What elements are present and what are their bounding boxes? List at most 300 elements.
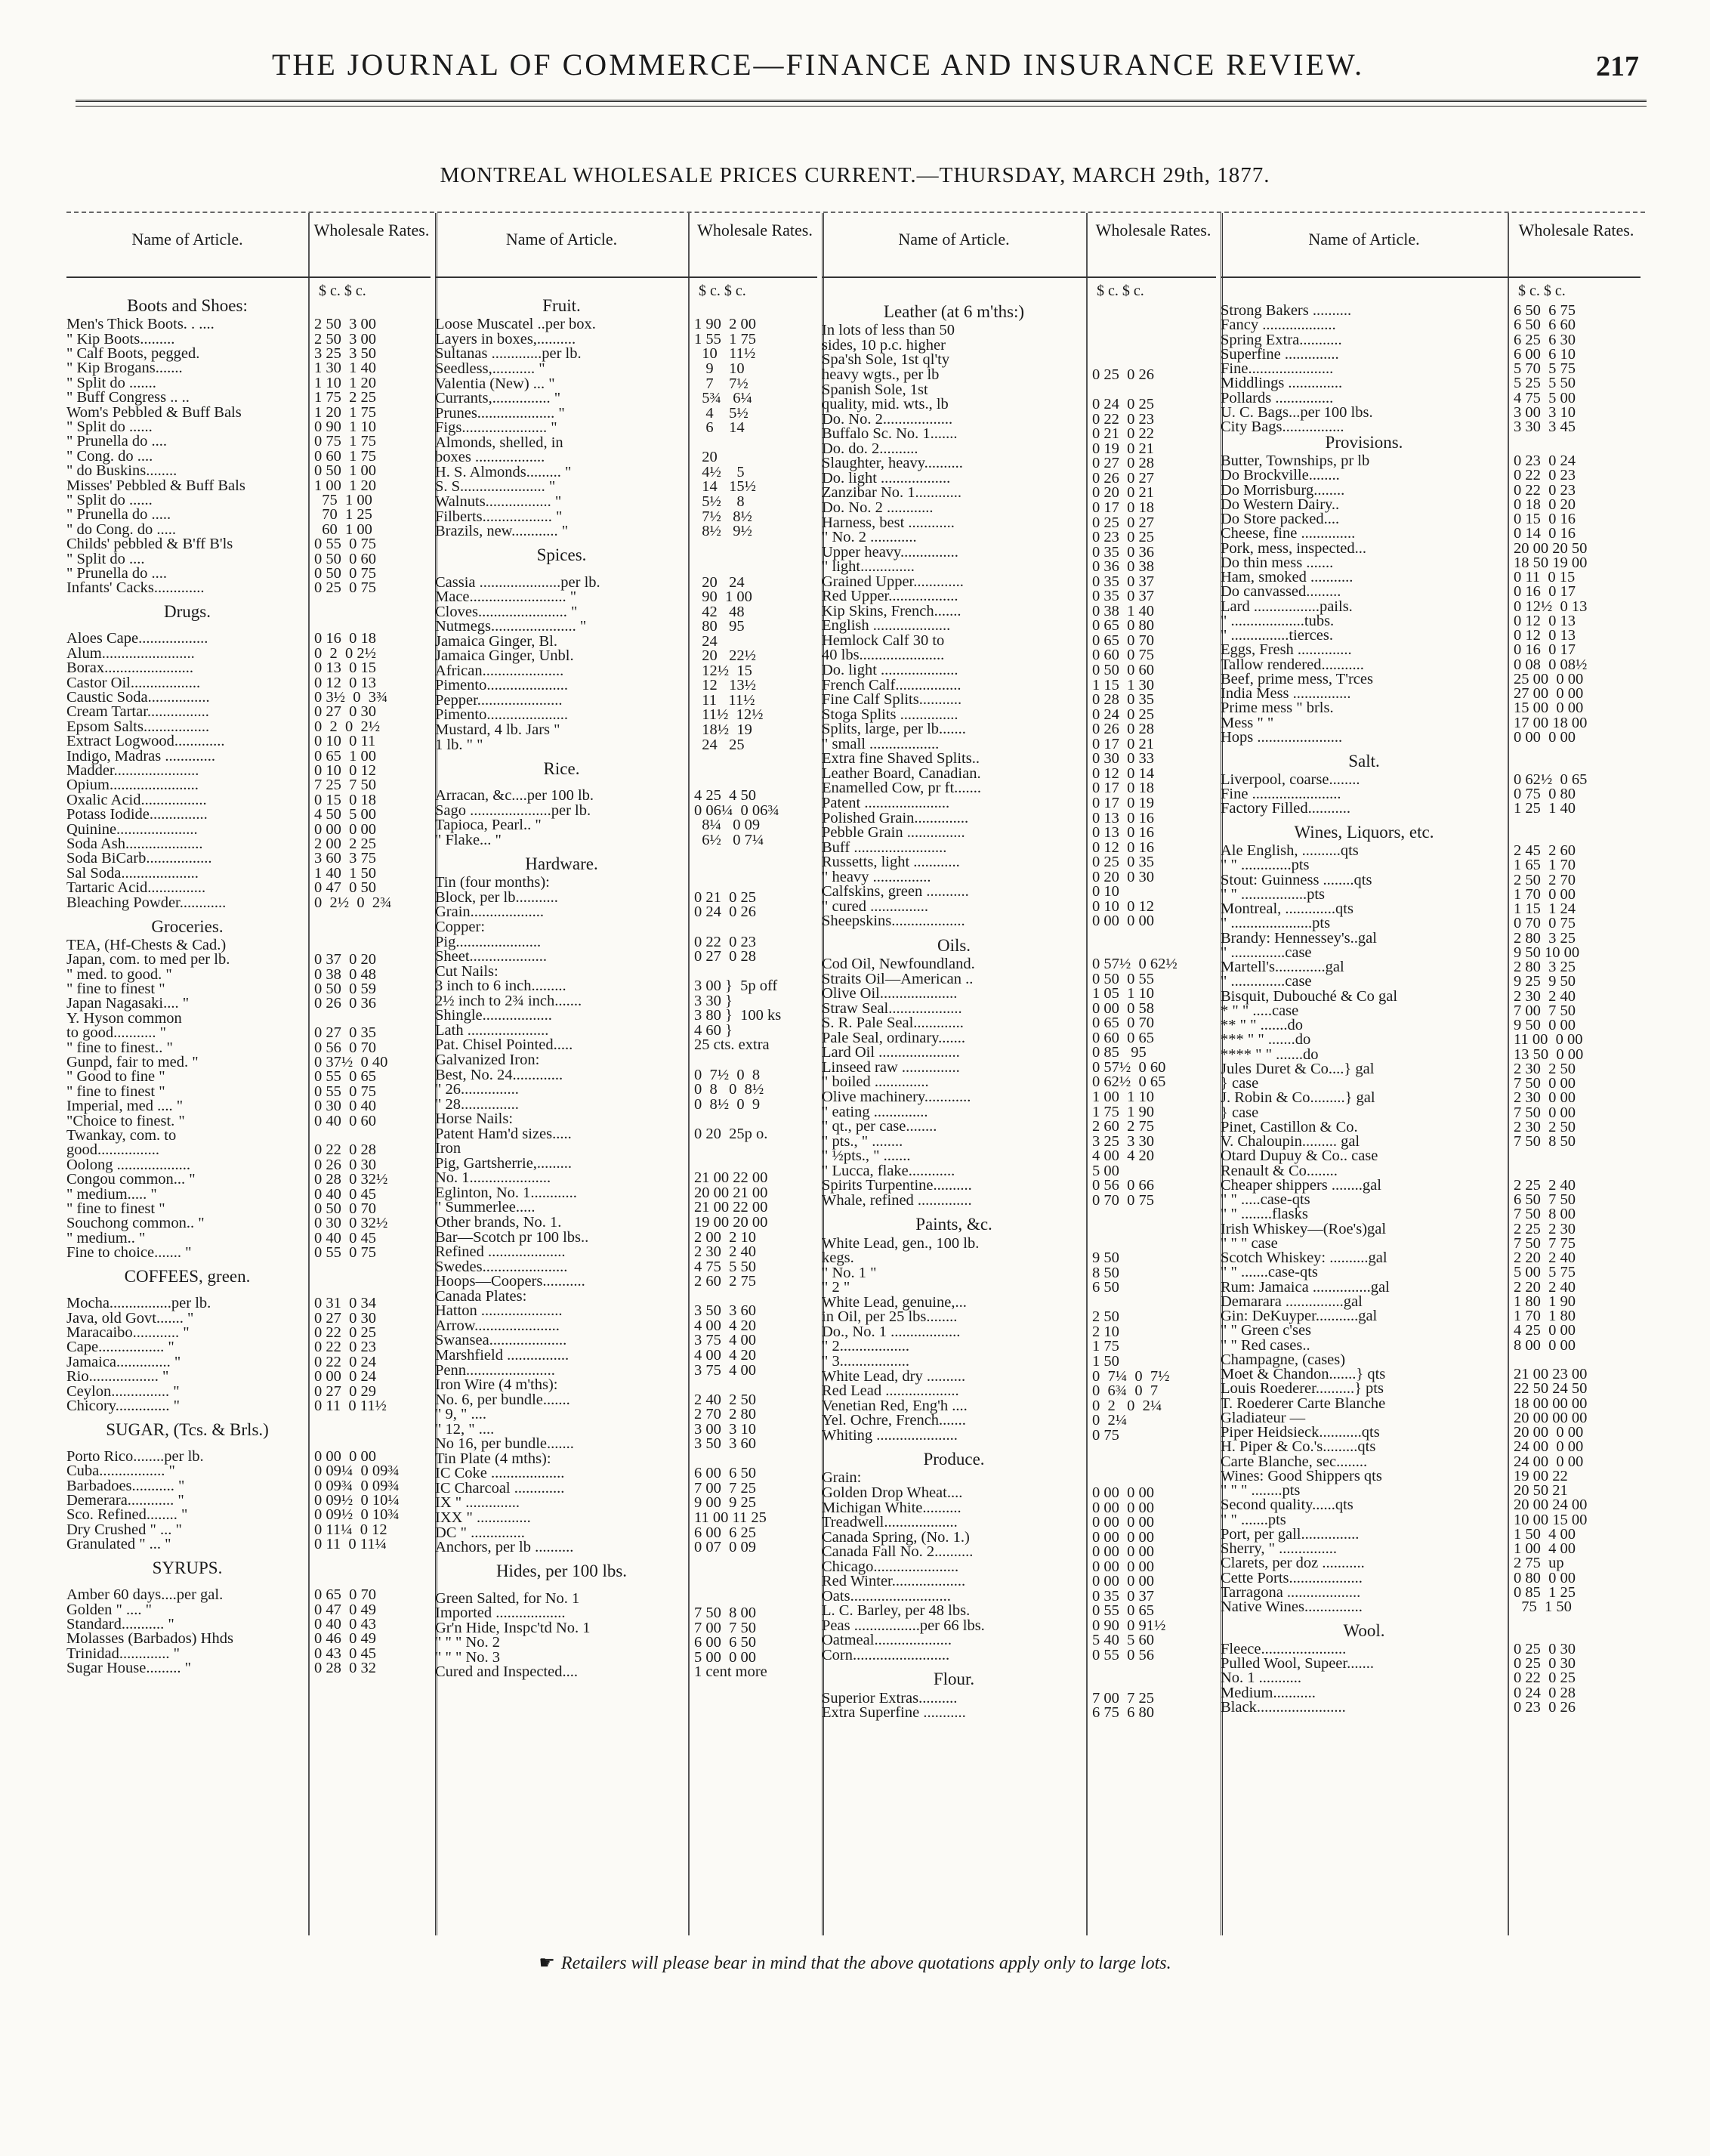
article-name: "Choice to finest. " <box>66 1112 185 1129</box>
article-name: Oats.......................... <box>822 1587 951 1605</box>
wholesale-rate: 0 25 0 27 <box>1092 514 1154 531</box>
article-name: English .................... <box>822 617 951 635</box>
wholesale-rate: 1 50 <box>1092 1352 1119 1370</box>
wholesale-rate: 0 00 0 00 <box>1092 1514 1154 1531</box>
article-name: Red Winter................... <box>822 1573 966 1590</box>
wholesale-rate: 20 00 20 50 <box>1514 539 1588 557</box>
article-name: Jamaica.............. " <box>66 1353 181 1370</box>
wholesale-rate: 0 12 0 13 <box>1514 627 1576 644</box>
article-name: Bar—Scotch pr 100 lbs.. <box>435 1228 589 1246</box>
wholesale-rate: 20 00 00 00 <box>1514 1409 1588 1426</box>
wholesale-rate: 18½ 19 <box>694 721 752 739</box>
wholesale-rate: 0 27 0 30 <box>314 703 376 721</box>
article-name: " Kip Brogans....... <box>66 360 183 377</box>
article-name: * " " .....case <box>1221 1002 1299 1019</box>
article-name: " pts., " ........ <box>822 1132 903 1150</box>
article-name: " Split do ...... <box>66 491 153 508</box>
wholesale-rate: 0 00 0 00 <box>314 1447 376 1465</box>
wholesale-rate: 0 62½ 0 65 <box>1092 1073 1166 1091</box>
section-heading: Hardware. <box>525 854 598 873</box>
wholesale-rate: 0 36 0 38 <box>1092 558 1154 576</box>
article-name: " No. 2 ............ <box>822 529 917 546</box>
wholesale-rate: 0 75 0 80 <box>1514 786 1576 803</box>
article-name: Patent ...................... <box>822 794 950 811</box>
article-name: Misses' Pebbled & Buff Bals <box>66 477 245 494</box>
wholesale-rate: 19 00 22 <box>1514 1467 1568 1484</box>
article-name: quality, mid. wts., lb <box>822 396 949 413</box>
section-heading: SYRUPS. <box>152 1558 223 1578</box>
wholesale-rate: 0 24 0 26 <box>694 903 756 921</box>
article-name: Cheaper shippers ........gal <box>1221 1176 1381 1194</box>
article-name: Grain................... <box>435 903 545 921</box>
article-name: Wines: Good Shippers qts <box>1221 1467 1382 1484</box>
article-name: Gr'n Hide, Inspc'td No. 1 <box>435 1619 591 1636</box>
article-name: " 2.................. <box>822 1338 909 1355</box>
article-name: Fine...................... <box>1221 360 1334 377</box>
article-name: Ham, smoked ........... <box>1221 569 1353 586</box>
article-name: 3 inch to 6 inch......... <box>435 978 566 995</box>
wholesale-rate: 0 20 0 21 <box>1092 484 1154 502</box>
article-name: " " " ........pts <box>1221 1482 1301 1500</box>
wholesale-rate: 60 1 00 <box>314 520 372 538</box>
article-name: J. Robin & Co.........} gal <box>1221 1089 1375 1107</box>
article-name: Tartaric Acid............... <box>66 879 206 897</box>
article-name: Hoops—Coopers........... <box>435 1273 585 1290</box>
article-name: ** " " .......do <box>1221 1017 1303 1034</box>
wholesale-rate: 6 50 6 60 <box>1514 317 1576 334</box>
article-name: " " " No. 2 <box>435 1634 501 1651</box>
column-header-name: Name of Article. <box>131 230 243 249</box>
wholesale-rate: 2 25 2 40 <box>1514 1176 1576 1194</box>
article-name: " No. 1 " <box>822 1264 877 1281</box>
wholesale-rate: 75 1 50 <box>1514 1598 1572 1616</box>
article-name: Sultanas .............per lb. <box>435 345 582 363</box>
article-name: Pepper...................... <box>435 691 563 709</box>
wholesale-rate: 6½ 0 7¼ <box>694 831 764 848</box>
wholesale-rate: 3 30 3 45 <box>1514 419 1576 435</box>
wholesale-rate: 1 15 1 24 <box>1514 900 1576 918</box>
wholesale-rate: 0 56 0 66 <box>1092 1177 1154 1194</box>
article-name: Do Morrisburg........ <box>1221 481 1345 499</box>
wholesale-rate: 0 22 0 24 <box>314 1353 376 1370</box>
article-name: IC Charcoal ............. <box>435 1479 565 1497</box>
wholesale-rate: 1 75 2 25 <box>314 389 376 406</box>
article-name: " Calf Boots, pegged. <box>66 344 200 362</box>
wholesale-rate: 12 13½ <box>694 677 756 694</box>
article-name: " ½pts., " ....... <box>822 1147 911 1165</box>
article-name: Brazils, new............ " <box>435 523 569 540</box>
wholesale-rate: 0 20 0 30 <box>1092 868 1154 885</box>
wholesale-rate: 0 25 0 35 <box>1092 854 1154 871</box>
article-name: Upper heavy............... <box>822 543 958 561</box>
pointing-hand-icon: ☛ <box>539 1954 555 1973</box>
wholesale-rate: 0 10 0 12 <box>314 761 376 779</box>
wholesale-rate: 0 24 0 25 <box>1092 706 1154 723</box>
article-name: Grained Upper............. <box>822 573 964 590</box>
wholesale-rate: 0 70 0 75 <box>1514 915 1576 932</box>
wholesale-rate: 0 8 0 8½ <box>694 1081 764 1098</box>
article-name: Canada Fall No. 2.......... <box>822 1543 974 1561</box>
section-heading: Oils. <box>937 935 971 955</box>
article-name: Oatmeal.................... <box>822 1632 952 1649</box>
wholesale-rate: 0 50 0 60 <box>1092 662 1154 679</box>
wholesale-rate: 1 30 1 40 <box>314 360 376 377</box>
wholesale-rate: 0 80 0 00 <box>1514 1569 1576 1586</box>
article-name: Java, old Govt....... " <box>66 1309 194 1327</box>
article-name: Opium....................... <box>66 777 199 794</box>
article-name: } case <box>1221 1075 1259 1092</box>
article-name: Valentia (New) ... " <box>435 375 555 392</box>
wholesale-rate: 9 50 <box>1092 1249 1119 1267</box>
wholesale-rate: 0 26 0 28 <box>1092 721 1154 738</box>
wholesale-rate: 1 55 1 75 <box>694 330 756 347</box>
article-name: Maracaibo............ " <box>66 1324 190 1341</box>
article-name: Layers in boxes,.......... <box>435 330 576 347</box>
wholesale-rate: 3 50 3 60 <box>694 1302 756 1320</box>
wholesale-rate: 4 00 4 20 <box>1092 1147 1154 1165</box>
wholesale-rate: 0 17 0 19 <box>1092 794 1154 811</box>
wholesale-rate: 0 18 0 20 <box>1514 496 1576 513</box>
article-name: Polished Grain.............. <box>822 809 969 826</box>
wholesale-rate: 0 65 0 80 <box>1092 617 1154 635</box>
article-name: " boiled .............. <box>822 1073 929 1091</box>
wholesale-rate: 3 00 } 5p off <box>694 978 778 995</box>
article-name: " qt., per case........ <box>822 1118 937 1135</box>
footer-note <box>0 1952 1710 1974</box>
wholesale-rate: 0 60 0 65 <box>1092 1029 1154 1046</box>
wholesale-rate: 0 65 1 00 <box>314 747 376 764</box>
money-header: $ c. $ c. <box>1097 283 1144 299</box>
article-name: Spirits Turpentine.......... <box>822 1177 972 1194</box>
wholesale-rate: 2 30 2 50 <box>1514 1060 1576 1077</box>
wholesale-rate: 0 16 0 18 <box>314 630 376 647</box>
article-name: Do. light .................. <box>822 469 951 486</box>
article-name: Mace......................... " <box>435 588 577 606</box>
wholesale-rate: 2 50 3 00 <box>314 330 376 347</box>
page-number: 217 <box>1596 51 1639 82</box>
article-name: Piper Heidsieck...........qts <box>1221 1424 1380 1441</box>
wholesale-rate: 0 38 0 48 <box>314 965 376 983</box>
wholesale-rate: 11½ 12½ <box>694 706 764 724</box>
wholesale-rate: 0 50 0 60 <box>314 550 376 567</box>
wholesale-rate: 0 11¼ 0 12 <box>314 1521 387 1538</box>
article-name: Do. No. 2.................. <box>822 410 953 428</box>
wholesale-rate: 0 06¼ 0 06¾ <box>694 802 779 819</box>
article-name: Galvanized Iron: <box>435 1051 540 1068</box>
wholesale-rate: 0 21 0 22 <box>1092 425 1154 443</box>
wholesale-rate: 0 62½ 0 65 <box>1514 771 1588 788</box>
section-heading: Drugs. <box>164 602 211 622</box>
article-name: In lots of less than 50 <box>822 322 955 339</box>
header-rule <box>76 100 1647 102</box>
wholesale-rate: 0 60 1 75 <box>314 447 376 465</box>
article-name: " Lucca, flake............ <box>822 1162 955 1179</box>
wholesale-rate: 0 60 0 75 <box>1092 647 1154 664</box>
article-name: } case <box>1221 1104 1259 1121</box>
article-name: Barbadoes........... " <box>66 1477 185 1494</box>
wholesale-rate: 11 00 0 00 <box>1514 1031 1583 1049</box>
article-name: Potass Iodide............... <box>66 806 208 823</box>
article-name: Japan Nagasaki.... " <box>66 995 190 1012</box>
wholesale-rate: 0 7¼ 0 7½ <box>1092 1367 1170 1385</box>
wholesale-rate: 4 75 5 50 <box>694 1258 756 1275</box>
article-name: Irish Whiskey—(Roe's)gal <box>1221 1220 1387 1237</box>
column-header-rates: Wholesale Rates. <box>1095 221 1212 239</box>
wholesale-rate: 10 11½ <box>694 345 756 363</box>
article-name: Port, per gall............... <box>1221 1525 1360 1543</box>
article-name: Ceylon............... " <box>66 1382 180 1400</box>
wholesale-rate: 0 28 0 32½ <box>314 1171 388 1188</box>
article-name: Do. do. 2.......... <box>822 440 918 457</box>
article-name: India Mess ............... <box>1221 685 1351 703</box>
wholesale-rate: 4 00 4 20 <box>694 1346 756 1364</box>
article-name: IX " .............. <box>435 1494 520 1512</box>
article-name: Pimento..................... <box>435 706 568 724</box>
wholesale-rate: 42 48 <box>694 603 745 620</box>
article-name: Aloes Cape.................. <box>66 630 208 647</box>
article-name: Moet & Chandon.......} qts <box>1221 1366 1386 1383</box>
article-name: Lard Oil ..................... <box>822 1044 960 1061</box>
article-name: Cured and Inspected.... <box>435 1663 578 1681</box>
wholesale-rate: 1 10 1 20 <box>314 374 376 391</box>
column-header-rates: Wholesale Rates. <box>697 221 813 239</box>
wholesale-rate: 0 00 0 00 <box>1092 1484 1154 1501</box>
wholesale-rate: 7 50 8 00 <box>694 1605 756 1622</box>
wholesale-rate: 0 15 0 16 <box>1514 511 1576 528</box>
article-name: Do. light .................... <box>822 662 958 679</box>
wholesale-rate: 0 3½ 0 3¾ <box>314 688 388 706</box>
article-name: Olive machinery............ <box>822 1089 971 1106</box>
article-name: Cream Tartar................ <box>66 703 209 721</box>
wholesale-rate: 3 60 3 75 <box>314 850 376 867</box>
article-name: Oolong ................... <box>66 1156 190 1173</box>
wholesale-rate: 0 50 0 55 <box>1092 970 1154 987</box>
wholesale-rate: 0 25 0 30 <box>1514 1655 1576 1673</box>
header-underline <box>1221 276 1641 278</box>
money-header: $ c. $ c. <box>699 283 746 299</box>
article-name: White Lead, genuine,... <box>822 1293 967 1311</box>
article-name: TEA, (Hf-Chests & Cad.) <box>66 936 227 953</box>
article-name: 1 lb. " " <box>435 736 483 753</box>
journal-title: THE JOURNAL OF COMMERCE—FINANCE AND INSURANCE REVIEW. <box>272 48 1365 82</box>
wholesale-rate: 0 6¾ 0 7 <box>1092 1382 1159 1400</box>
article-name: Rio.................. " <box>66 1368 169 1385</box>
wholesale-rate: 1 70 0 00 <box>1514 885 1576 903</box>
article-name: Y. Hyson common <box>66 1009 182 1027</box>
article-name: Tallow rendered........... <box>1221 656 1364 673</box>
money-header: $ c. $ c. <box>1518 283 1566 299</box>
article-name: No. 1..................... <box>435 1169 551 1187</box>
article-name: Calfskins, green ........... <box>822 883 969 900</box>
article-name: to good........... " <box>66 1024 166 1042</box>
article-name: Canada Plates: <box>435 1287 527 1305</box>
article-name: kegs. <box>822 1249 854 1267</box>
article-name: No 16, per bundle....... <box>435 1435 574 1453</box>
article-name: Pork, mess, inspected... <box>1221 539 1367 557</box>
article-name: Filberts.................. " <box>435 508 563 525</box>
article-name: Epsom Salts................. <box>66 718 210 735</box>
wholesale-rate: 9 25 9 50 <box>1514 973 1576 990</box>
wholesale-rate: 2 20 2 40 <box>1514 1249 1576 1267</box>
article-name: Rum: Jamaica ...............gal <box>1221 1278 1390 1296</box>
wholesale-rate: 0 22 0 25 <box>1514 1670 1576 1687</box>
wholesale-rate: 0 28 0 32 <box>314 1660 376 1677</box>
wholesale-rate: 3 75 4 00 <box>694 1332 756 1349</box>
article-name: **** " " .......do <box>1221 1046 1319 1063</box>
money-header: $ c. $ c. <box>319 283 366 299</box>
wholesale-rate: 5¾ 6¼ <box>694 390 752 407</box>
article-name: " " .....case-qts <box>1221 1191 1310 1209</box>
article-name: " Prunella do .... <box>66 564 168 582</box>
article-name: " medium.. " <box>66 1229 146 1246</box>
article-name: Fine to choice....... " <box>66 1244 192 1262</box>
article-name: Cuba................. " <box>66 1463 175 1480</box>
wholesale-rate: 1 75 <box>1092 1338 1119 1355</box>
wholesale-rate: 6 00 6 10 <box>1514 345 1576 363</box>
article-name: Superfine .............. <box>1221 345 1339 363</box>
article-name: Pollards ............... <box>1221 389 1334 406</box>
article-name: " Cong. do .... <box>66 447 153 465</box>
wholesale-rate: 5 70 5 75 <box>1514 360 1576 377</box>
article-name: Jamaica Ginger, Bl. <box>435 632 557 650</box>
wholesale-rate: 0 00 0 00 <box>1092 1528 1154 1546</box>
wholesale-rate: 7 00 7 50 <box>694 1619 756 1636</box>
wholesale-rate: 1 65 1 70 <box>1514 857 1576 874</box>
wholesale-rate: 0 8½ 0 9 <box>694 1095 761 1113</box>
wholesale-rate: 0 27 0 28 <box>1092 455 1154 472</box>
wholesale-rate: 4 75 5 00 <box>1514 389 1576 406</box>
wholesale-rate: 1 cent more <box>694 1663 767 1681</box>
wholesale-rate: 3 00 3 10 <box>694 1420 756 1438</box>
article-name: Sherry, " ............... <box>1221 1540 1337 1558</box>
article-name: Currants,............... " <box>435 390 561 407</box>
wholesale-rate: 0 25 0 26 <box>1092 366 1154 384</box>
wholesale-rate: 0 50 1 00 <box>314 462 376 480</box>
article-name: Extract Logwood............. <box>66 733 225 750</box>
wholesale-rate: 8 00 0 00 <box>1514 1336 1576 1354</box>
article-name: Bleaching Powder............ <box>66 894 227 911</box>
article-name: Harness, best ............ <box>822 514 955 531</box>
wholesale-rate: 0 46 0 49 <box>314 1630 376 1648</box>
article-name: Fleece...................... <box>1221 1640 1347 1657</box>
article-name: Green Salted, for No. 1 <box>435 1589 580 1607</box>
wholesale-rate: 0 00 0 00 <box>1092 1543 1154 1561</box>
article-name: Pale Seal, ordinary....... <box>822 1029 965 1046</box>
article-name: Zanzibar No. 1............ <box>822 484 962 502</box>
wholesale-rate: 0 17 0 21 <box>1092 735 1154 752</box>
article-name: Middlings .............. <box>1221 375 1343 392</box>
wholesale-rate: 20 00 21 00 <box>694 1184 768 1201</box>
article-name: " Split do ....... <box>66 374 156 391</box>
article-name: Chicory.............. " <box>66 1397 180 1414</box>
article-name: Champagne, (cases) <box>1221 1351 1346 1368</box>
article-name: " Kip Boots......... <box>66 330 175 347</box>
article-name: " Prunella do ..... <box>66 506 171 524</box>
article-name: " Good to fine " <box>66 1068 165 1086</box>
article-name: Stoga Splits ............... <box>822 706 958 723</box>
article-name: " 9, " .... <box>435 1406 486 1423</box>
wholesale-rate: 25 cts. extra <box>694 1036 770 1054</box>
wholesale-rate: 1 05 1 10 <box>1092 985 1154 1002</box>
article-name: Pimento..................... <box>435 677 568 694</box>
article-name: Nutmegs...................... " <box>435 618 587 635</box>
wholesale-rate: 4 25 4 50 <box>694 787 756 805</box>
article-name: Mess " " <box>1221 714 1274 731</box>
wholesale-rate: 0 50 0 70 <box>314 1200 376 1217</box>
article-name: Walnuts................. " <box>435 493 562 510</box>
article-name: " " ........flasks <box>1221 1206 1308 1223</box>
article-name: Do canvassed......... <box>1221 583 1341 601</box>
article-name: Straw Seal................... <box>822 999 962 1017</box>
wholesale-rate: 0 13 0 16 <box>1092 809 1154 826</box>
article-name: Native Wines............... <box>1221 1598 1363 1616</box>
article-name: Chicago...................... <box>822 1558 959 1575</box>
wholesale-rate: 1 15 1 30 <box>1092 676 1154 693</box>
article-name: Stout: Guinness ........qts <box>1221 871 1372 888</box>
page-header <box>76 39 1647 92</box>
article-name: Gin: DeKuyper...........gal <box>1221 1308 1378 1325</box>
wholesale-rate: 0 10 0 12 <box>1092 897 1154 915</box>
section-heading: Groceries. <box>151 916 224 936</box>
wholesale-rate: 0 43 0 45 <box>314 1645 376 1662</box>
wholesale-rate: 70 1 25 <box>314 506 372 524</box>
article-name: " .....................pts <box>1221 915 1331 932</box>
page-title: MONTREAL WHOLESALE PRICES CURRENT.—THURSDAY, MARCH 29th, 1877. <box>440 163 1270 187</box>
article-name: Copper: <box>435 919 486 936</box>
article-name: " do Buskins........ <box>66 462 177 480</box>
wholesale-rate: 20 50 21 <box>1514 1482 1568 1500</box>
article-name: Madder...................... <box>66 761 199 779</box>
wholesale-rate: 0 40 0 60 <box>314 1112 376 1129</box>
wholesale-rate: 0 40 0 43 <box>314 1615 376 1632</box>
article-name: Dry Crushed " ... " <box>66 1521 182 1538</box>
wholesale-rate: 19 00 20 00 <box>694 1214 768 1231</box>
article-name: Black....................... <box>1221 1698 1346 1716</box>
article-name: Best, No. 24............. <box>435 1066 563 1083</box>
wholesale-rate: 0 24 0 25 <box>1092 396 1154 413</box>
article-name: Otard Dupuy & Co.. case <box>1221 1147 1378 1165</box>
article-name: Pinet, Castillon & Co. <box>1221 1118 1358 1135</box>
wholesale-rate: 0 19 0 21 <box>1092 440 1154 457</box>
wholesale-rate: 0 40 0 45 <box>314 1229 376 1246</box>
wholesale-rate: 1 40 1 50 <box>314 864 376 882</box>
article-name: Granulated " ... " <box>66 1536 171 1553</box>
wholesale-rate: 0 17 0 18 <box>1092 780 1154 797</box>
article-name: Extra Superfine ........... <box>822 1704 966 1722</box>
article-name: heavy wgts., per lb <box>822 366 940 384</box>
wholesale-rate: 0 22 0 23 <box>1514 467 1576 484</box>
wholesale-rate: 0 28 0 35 <box>1092 691 1154 709</box>
article-name: Treadwell................... <box>822 1514 958 1531</box>
wholesale-rate: 6 25 6 30 <box>1514 331 1576 348</box>
wholesale-rate: 1 20 1 75 <box>314 403 376 421</box>
wholesale-rate: 2 00 2 10 <box>694 1228 756 1246</box>
wholesale-rate: 3 25 3 50 <box>314 344 376 362</box>
article-name: Soda BiCarb................. <box>66 850 212 867</box>
wholesale-rate: 0 10 <box>1092 883 1119 900</box>
wholesale-rate: 0 37 0 20 <box>314 951 376 968</box>
wholesale-rate: 22 50 24 50 <box>1514 1380 1588 1398</box>
wholesale-rate: 3 75 4 00 <box>694 1361 756 1379</box>
article-name: Refined .................... <box>435 1243 566 1261</box>
wholesale-rate: 2 50 <box>1092 1308 1119 1326</box>
wholesale-rate: 2 70 2 80 <box>694 1406 756 1423</box>
wholesale-rate: 0 27 0 30 <box>314 1309 376 1327</box>
price-column-2 <box>435 213 824 1935</box>
wholesale-rate: 0 57½ 0 60 <box>1092 1058 1166 1076</box>
wholesale-rate: 24 00 0 00 <box>1514 1453 1584 1470</box>
column-divider <box>1086 213 1088 1935</box>
